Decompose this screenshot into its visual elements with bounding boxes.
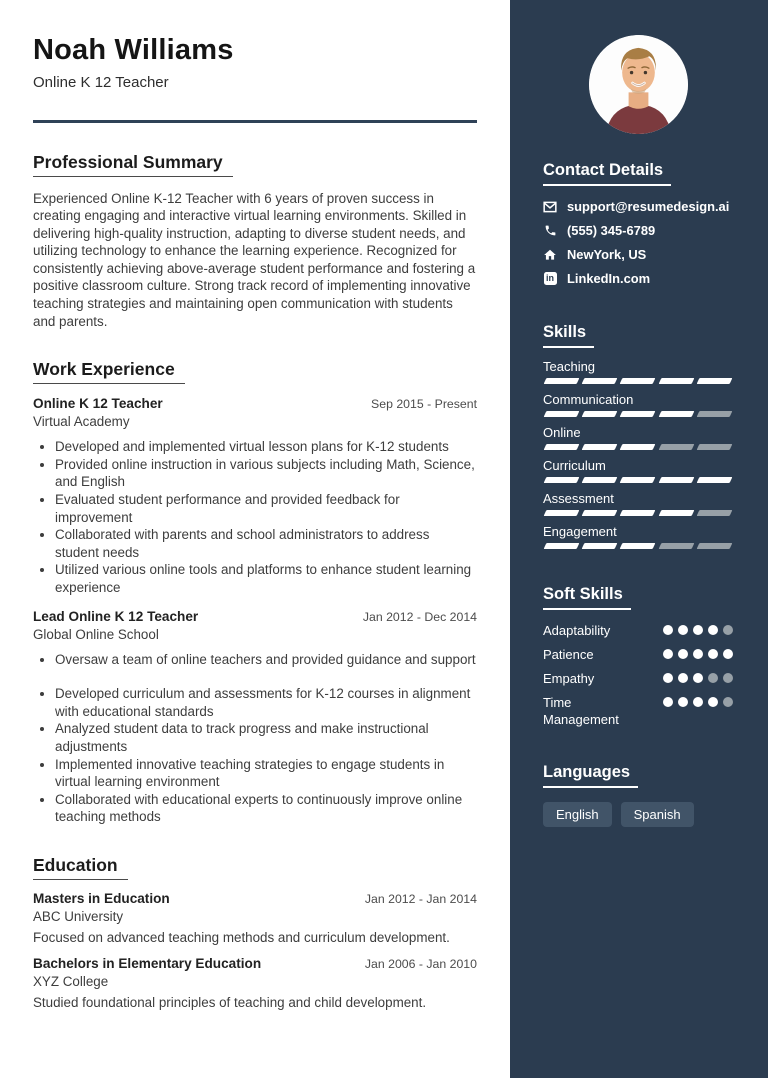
bar-segment-filled <box>620 378 656 384</box>
dot-filled <box>678 697 688 707</box>
soft-skill-item <box>543 694 733 728</box>
soft-skill-item <box>543 670 733 687</box>
dot-filled <box>693 625 703 635</box>
skill-level-bar <box>543 411 733 417</box>
bullet-item: • Implemented innovative teaching strategies to engage students in virtual learning environment <box>55 756 477 791</box>
soft-skill-item <box>543 622 733 639</box>
dot-empty <box>723 697 733 707</box>
dot-filled <box>693 697 703 707</box>
dot-filled <box>678 649 688 659</box>
bar-segment-filled <box>658 411 694 417</box>
dot-empty <box>708 673 718 683</box>
skill-name: Online <box>543 425 581 440</box>
job-dates: Sep 2015 - Present <box>371 397 477 412</box>
soft-skills-section <box>543 557 733 728</box>
bar-segment-empty <box>696 510 732 516</box>
job-dates: Jan 2012 - Dec 2014 <box>362 609 477 624</box>
bullet-item: • Analyzed student data to track progress and make instructional adjustments <box>55 720 477 755</box>
experience-heading: Work Experience <box>33 359 185 384</box>
bullet-item: • Developed and implemented virtual lesson plans for K-12 students <box>55 438 477 456</box>
contact-section <box>543 134 733 286</box>
bar-segment-filled <box>620 543 656 549</box>
dot-filled <box>693 649 703 659</box>
soft-skill-name: Empathy <box>543 671 595 686</box>
job-company: Virtual Academy <box>33 414 130 430</box>
soft-skill-level-dots <box>663 694 733 707</box>
bar-segment-empty <box>658 543 694 549</box>
skill-name: Communication <box>543 392 634 407</box>
bullet-item: • Provided online instruction in various subjects including Math, Science, and English <box>55 456 477 491</box>
bar-segment-empty <box>696 543 732 549</box>
skill-name: Teaching <box>543 359 596 374</box>
bar-segment-filled <box>620 411 656 417</box>
dot-filled <box>663 625 673 635</box>
bar-segment-filled <box>582 411 618 417</box>
bar-segment-filled <box>544 543 580 549</box>
skill-item <box>543 491 733 516</box>
bar-segment-filled <box>696 477 732 483</box>
job-title: Lead Online K 12 Teacher <box>33 608 199 624</box>
soft-skill-level-dots <box>663 622 733 635</box>
bar-segment-filled <box>620 510 656 516</box>
dot-filled <box>708 649 718 659</box>
contact-item-phone <box>543 223 733 238</box>
skill-level-bar <box>543 378 733 384</box>
skill-name: Curriculum <box>543 458 606 473</box>
contact-text: LinkedIn.com <box>567 271 651 286</box>
dot-filled <box>678 673 688 683</box>
bar-segment-filled <box>582 444 618 450</box>
contact-text: (555) 345-6789 <box>567 223 656 238</box>
bar-segment-empty <box>696 411 732 417</box>
linkedin-icon: in <box>543 272 557 286</box>
education-description: Focused on advanced teaching methods and curriculum development. <box>33 929 450 945</box>
soft-skill-name: Adaptability <box>543 623 611 638</box>
skill-item <box>543 524 733 549</box>
contact-item-email <box>543 199 733 214</box>
degree-name: Bachelors in Elementary Education <box>33 955 262 971</box>
bar-segment-filled <box>582 543 618 549</box>
contact-heading: Contact Details <box>543 161 671 186</box>
job-2 <box>33 609 477 826</box>
bullet-item: • Evaluated student performance and provided feedback for improvement <box>55 491 477 526</box>
bar-segment-filled <box>658 510 694 516</box>
degree-name: Masters in Education <box>33 890 170 906</box>
bar-segment-empty <box>696 444 732 450</box>
dot-empty <box>723 673 733 683</box>
skill-level-bar <box>543 510 733 516</box>
avatar-illustration <box>589 35 688 134</box>
skill-name: Engagement <box>543 524 617 539</box>
job-title: Online K 12 Teacher <box>33 396 163 412</box>
summary-text: Experienced Online K-12 Teacher with 6 years of proven success in creating engaging and interactive virtual learning environments. Skilled in delivering high-quality instruction, adapting to diverse student needs, and utilizing technology to enhance the learning experience. Recognized for consistently achieving above-average student performance and fostering a positive classroom culture. Strong track record of implementing innovative teaching strategies and maintaining open communication with students and parents. <box>33 190 476 329</box>
profile-photo <box>589 35 688 134</box>
dot-filled <box>663 649 673 659</box>
job-bullet-list <box>33 438 477 596</box>
person-name: Noah Williams <box>33 34 234 66</box>
skills-list <box>543 359 733 549</box>
education-header <box>33 891 477 906</box>
bar-segment-empty <box>658 444 694 450</box>
soft-skill-item <box>543 646 733 663</box>
education-header <box>33 956 477 971</box>
job-header <box>33 609 477 624</box>
skills-heading: Skills <box>543 323 594 348</box>
language-pill: English <box>543 802 612 827</box>
bar-segment-filled <box>658 477 694 483</box>
bullet-item: • Developed curriculum and assessments for K-12 courses in alignment with educational standards <box>55 685 477 720</box>
skill-name: Assessment <box>543 491 614 506</box>
contact-text: support@resumedesign.ai <box>567 199 730 214</box>
skill-level-bar <box>543 477 733 483</box>
bar-segment-filled <box>582 510 618 516</box>
contact-item-linkedin <box>543 271 733 286</box>
summary-heading: Professional Summary <box>33 152 233 177</box>
skill-level-bar <box>543 444 733 450</box>
skill-item <box>543 359 733 384</box>
contact-list <box>543 199 733 286</box>
summary-section <box>33 123 477 331</box>
dot-filled <box>708 697 718 707</box>
home-icon <box>543 248 557 262</box>
dot-filled <box>693 673 703 683</box>
bullet-item: • Collaborated with parents and school administrators to address student needs <box>55 526 477 561</box>
bar-segment-filled <box>582 477 618 483</box>
soft-skills-list <box>543 622 733 728</box>
contact-item-location <box>543 247 733 262</box>
education-heading: Education <box>33 855 128 880</box>
bullet-item: • Utilized various online tools and platforms to enhance student learning experience <box>55 561 477 596</box>
soft-skill-name: Patience <box>543 647 594 662</box>
bar-segment-filled <box>544 510 580 516</box>
bar-segment-filled <box>544 411 580 417</box>
school-name: ABC University <box>33 908 124 924</box>
education-entry-1 <box>33 891 477 945</box>
soft-skills-heading: Soft Skills <box>543 585 631 610</box>
education-dates: Jan 2006 - Jan 2010 <box>364 956 477 971</box>
skill-item <box>543 425 733 450</box>
job-company: Global Online School <box>33 626 159 642</box>
languages-section <box>543 735 733 827</box>
sidebar <box>510 0 768 1078</box>
skill-item <box>543 392 733 417</box>
school-name: XYZ College <box>33 973 109 989</box>
job-1 <box>33 396 477 596</box>
bullet-item: • Collaborated with educational experts to continuously improve online teaching methods <box>55 791 477 826</box>
dot-empty <box>723 625 733 635</box>
phone-icon <box>543 224 557 238</box>
education-entry-2 <box>33 956 477 1010</box>
dot-filled <box>663 673 673 683</box>
skill-level-bar <box>543 543 733 549</box>
skill-item <box>543 458 733 483</box>
bar-segment-filled <box>582 378 618 384</box>
bar-segment-filled <box>620 477 656 483</box>
job-header <box>33 396 477 411</box>
person-job-title: Online K 12 Teacher <box>33 74 169 91</box>
language-pill: Spanish <box>621 802 694 827</box>
dot-filled <box>723 649 733 659</box>
dot-filled <box>663 697 673 707</box>
dot-filled <box>678 625 688 635</box>
bullet-item: • Oversaw a team of online teachers and provided guidance and support <box>55 651 477 669</box>
soft-skill-name: Time Management <box>543 695 619 727</box>
skills-section <box>543 295 733 549</box>
dot-filled <box>708 625 718 635</box>
experience-section <box>33 330 477 826</box>
bar-segment-filled <box>696 378 732 384</box>
soft-skill-level-dots <box>663 646 733 659</box>
contact-text: NewYork, US <box>567 247 647 262</box>
bar-segment-filled <box>620 444 656 450</box>
education-description: Studied foundational principles of teaching and child development. <box>33 994 427 1010</box>
languages-list <box>543 802 733 827</box>
bar-segment-filled <box>658 378 694 384</box>
job-bullet-list <box>33 651 477 826</box>
soft-skill-level-dots <box>663 670 733 683</box>
bar-segment-filled <box>544 477 580 483</box>
bar-segment-filled <box>544 378 580 384</box>
education-section <box>33 826 477 1010</box>
education-dates: Jan 2012 - Jan 2014 <box>364 891 477 906</box>
languages-heading: Languages <box>543 763 638 788</box>
envelope-icon <box>543 200 557 214</box>
bar-segment-filled <box>544 444 580 450</box>
